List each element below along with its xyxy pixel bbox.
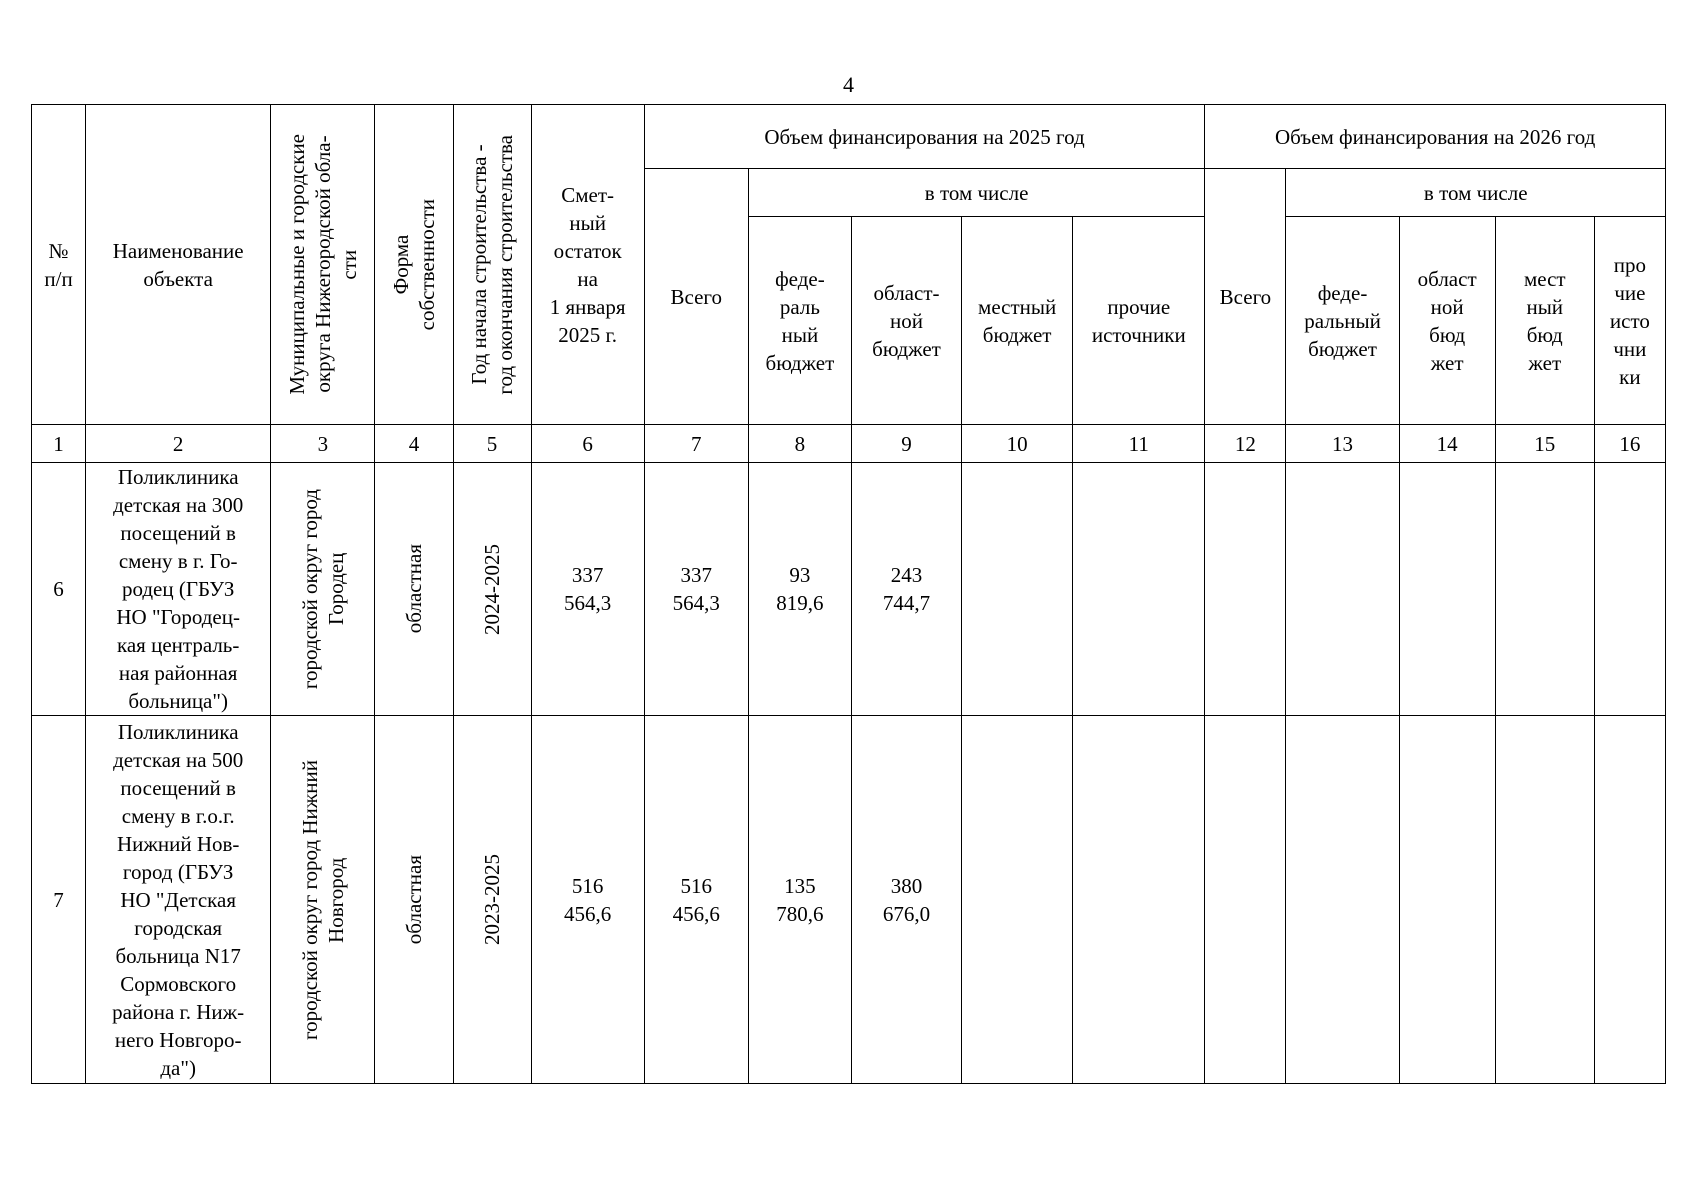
header-oth-2025: прочие источники: [1073, 217, 1205, 425]
object-name: Поликлиника детская на 300 посещений в смену в г. Го- родец (ГБУЗ НО "Городец- кая централь- ная районная больница"): [86, 463, 271, 716]
local-2025: [962, 463, 1073, 716]
header-fed-2025: феде- раль ный бюджет: [748, 217, 851, 425]
total-2025: 516 456,6: [644, 716, 748, 1084]
regional-2025: 380 676,0: [851, 716, 961, 1084]
municipality-cell: [271, 716, 375, 1084]
header-ownership: [375, 105, 453, 425]
header-ownership-text: Форма собственности: [388, 198, 439, 331]
column-number: 2: [86, 425, 271, 463]
table-row: [32, 463, 1666, 716]
municipality-text: городской округ город Нижний Новгород: [297, 759, 348, 1040]
column-number: 8: [748, 425, 851, 463]
header-including-2025: в том числе: [748, 169, 1205, 217]
column-number: 3: [271, 425, 375, 463]
header-total-2025: Всего: [644, 169, 748, 425]
federal-2025: 135 780,6: [748, 716, 851, 1084]
header-num: № п/п: [32, 105, 86, 425]
table-row: [32, 716, 1666, 1084]
header-municipality-text: Муниципальные и городские округа Нижегородской обла- сти: [284, 134, 361, 395]
total-2026: [1205, 463, 1286, 716]
regional-2025: 243 744,7: [851, 463, 961, 716]
ownership-text: областная: [401, 854, 426, 945]
municipality-cell: [271, 463, 375, 716]
header-reg-2026: област ной бюд жет: [1399, 217, 1495, 425]
local-2025: [962, 716, 1073, 1084]
federal-2026: [1286, 716, 1399, 1084]
financing-table: [31, 104, 1666, 1084]
header-municipality: [271, 105, 375, 425]
header-estimate: Смет- ный остаток на 1 января 2025 г.: [531, 105, 644, 425]
page-number: 4: [843, 72, 854, 97]
estimate-balance: 516 456,6: [531, 716, 644, 1084]
header-row-1: [32, 105, 1666, 169]
column-number: 7: [644, 425, 748, 463]
column-number: 15: [1495, 425, 1594, 463]
years-text: 2023-2025: [480, 854, 505, 945]
other-2025: [1073, 463, 1205, 716]
local-2026: [1495, 463, 1594, 716]
header-loc-2026: мест ный бюд жет: [1495, 217, 1594, 425]
header-oth-2026: про чие исто чни ки: [1594, 217, 1665, 425]
years-text: 2024-2025: [480, 543, 505, 635]
column-number: 6: [531, 425, 644, 463]
regional-2026: [1399, 463, 1495, 716]
header-fed-2026: феде- ральный бюджет: [1286, 217, 1399, 425]
header-years: [453, 105, 531, 425]
header-reg-2025: област- ной бюджет: [851, 217, 961, 425]
column-number: 4: [375, 425, 453, 463]
local-2026: [1495, 716, 1594, 1084]
column-number: 5: [453, 425, 531, 463]
column-number: 12: [1205, 425, 1286, 463]
header-including-2026: в том числе: [1286, 169, 1666, 217]
column-number: 9: [851, 425, 961, 463]
header-total-2026: Всего: [1205, 169, 1286, 425]
row-num: 6: [32, 463, 86, 716]
column-number-row: [32, 425, 1666, 463]
years-cell: [453, 716, 531, 1084]
other-2026: [1594, 716, 1665, 1084]
column-number: 11: [1073, 425, 1205, 463]
federal-2026: [1286, 463, 1399, 716]
regional-2026: [1399, 716, 1495, 1084]
header-years-text: Год начала строительства - год окончания строительства: [467, 134, 518, 395]
row-num: 7: [32, 716, 86, 1084]
header-name: Наименование объекта: [86, 105, 271, 425]
column-number: 14: [1399, 425, 1495, 463]
other-2026: [1594, 463, 1665, 716]
ownership-text: областная: [401, 544, 426, 634]
ownership-cell: [375, 463, 453, 716]
other-2025: [1073, 716, 1205, 1084]
header-group-2025: Объем финансирования на 2025 год: [644, 105, 1205, 169]
column-number: 13: [1286, 425, 1399, 463]
years-cell: [453, 463, 531, 716]
column-number: 10: [962, 425, 1073, 463]
column-number: 1: [32, 425, 86, 463]
object-name: Поликлиника детская на 500 посещений в смену в г.о.г. Нижний Нов- город (ГБУЗ НО "Детская городская больница N17 Сормовского района г. Ниж- него Новгоро- да"): [86, 716, 271, 1084]
estimate-balance: 337 564,3: [531, 463, 644, 716]
ownership-cell: [375, 716, 453, 1084]
municipality-text: городской округ город Городец: [297, 488, 348, 690]
header-group-2026: Объем финансирования на 2026 год: [1205, 105, 1666, 169]
header-loc-2025: местный бюджет: [962, 217, 1073, 425]
total-2025: 337 564,3: [644, 463, 748, 716]
column-number: 16: [1594, 425, 1665, 463]
federal-2025: 93 819,6: [748, 463, 851, 716]
total-2026: [1205, 716, 1286, 1084]
